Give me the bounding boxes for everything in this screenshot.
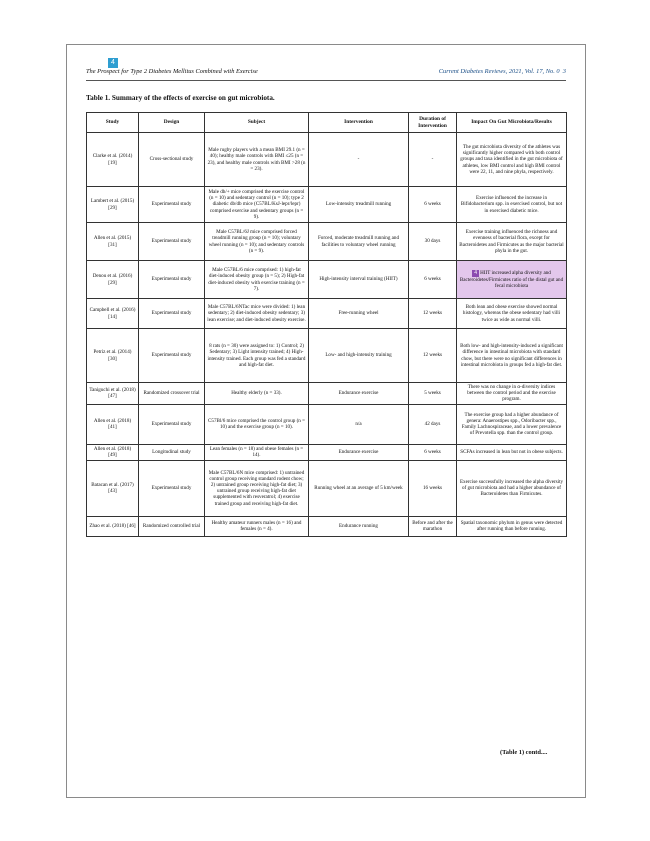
cell-impact [457,223,567,261]
cell-subject [205,187,309,223]
cell-text: Allen et al. (2018) [49] [93,445,132,459]
cell-impact [457,329,567,383]
cell-text: HIIT increased alpha diversity and Bacteroidetes/Firmicutes ratio of the distal gut and fecal microbiota [459,269,564,289]
cell-impact [457,133,567,187]
cell-text: Randomized crossover trial [143,390,200,397]
cell-text: Petriz et al. (2014) [30] [93,349,132,362]
cell-intervention [309,133,409,187]
cell-impact [457,460,567,516]
cell-duration [409,299,457,329]
cell-subject [205,383,309,405]
running-header-journal: Current Diabetes Reviews, 2021, Vol. 17, No. 0 3 [438,68,566,75]
table-body [87,133,567,537]
cell-text: Cross-sectional study [149,156,194,163]
cell-text: The gut microbiota diversity of the athletes was significantly higher compared with both control groups and taxa identified in the gut microbiota of athletes, low BMI control and high BMI control were 22, 11, and nine phyla, respectively. [460,143,563,175]
cell-text: Randomized controlled trial [142,523,201,529]
cell-intervention [309,223,409,261]
page-number: 3 [562,68,566,75]
cell-intervention [309,299,409,329]
column-header-design: Design [139,113,205,133]
cell-study [87,516,139,536]
cell-text: 12 weeks [422,310,443,317]
cell-text: 6 weeks [424,276,441,283]
cell-duration [409,261,457,299]
table-row [87,516,567,536]
cell-text: The exercise group had a higher abundance of genera: Anaerostipes spp., Odoribacter spp., Family Lachnospiraceae, and a lower prevalence of Prevotella spp. than the control group. [461,411,562,437]
cell-impact [457,516,567,536]
cell-study [87,383,139,405]
cell-text: Experimental study [151,201,192,208]
cell-duration [409,516,457,536]
cell-duration [409,404,457,444]
column-header-study: Study [87,113,139,133]
cell-design [139,133,205,187]
cell-study [87,404,139,444]
cell-text: Male db/+ mice comprised the exercise control (n = 10) and sedentary control (n = 10); type 2 diabetic db/db mice (C57BL/KsJ-lepr/lepr) comprised exercise and sedentary groups (n = 9). [208,188,305,220]
cell-intervention [309,329,409,383]
cell-text: Endurance exercise [338,449,379,455]
cell-text: Allen et al. (2018) [41] [93,417,132,431]
cell-subject [205,299,309,329]
table-row [87,383,567,405]
cell-text: 12 weeks [422,352,443,359]
cell-text: 30 days [424,238,441,245]
cell-duration [409,329,457,383]
table-row [87,404,567,444]
table-row [87,133,567,187]
cell-intervention [309,404,409,444]
cell-text: n/a [355,421,362,427]
cell-impact [457,187,567,223]
cell-text: Taniguchi et al. (2018) [47] [89,387,136,400]
cell-text: 6 weeks [424,201,441,208]
cell-text: Exercise influenced the increase in Bifidobacterium spp. in exercised control, but not in exercised diabetic mice. [460,195,563,214]
cell-text: 16 weeks [422,485,443,491]
cell-text: Before and after the marathon [412,519,453,533]
table-row [87,329,567,383]
summary-table [86,112,567,537]
cell-text: Male C57BL/6 mice comprised: 1) high-fat diet-induced obesity group (n = 5); 2) High-fat diet-induced obesity with exercise training (n = 7). [208,267,305,292]
cell-text: Lambert et al. (2015) [29] [90,198,135,211]
cell-text: C57Bl/6 mice comprised the control group (n = 10) and the exercise group (n = 10). [208,417,305,431]
cell-design [139,329,205,383]
cell-subject [205,133,309,187]
cell-subject [205,460,309,516]
cell-impact [457,299,567,329]
cell-subject [205,444,309,460]
cell-duration [409,383,457,405]
column-header-intervention: Intervention [309,113,409,133]
header-divider [86,80,566,81]
cell-intervention [309,444,409,460]
cell-text: Experimental study [151,421,192,427]
cell-intervention [309,383,409,405]
cell-text: Low-intensity treadmill running [325,201,392,208]
cell-text: 6 weeks [424,449,441,455]
table-row [87,261,567,299]
cell-duration [409,444,457,460]
cell-text: Male C57BL/6J mice comprised forced treadmill running group (n = 10); voluntary wheel running (n = 10); and sedentary controls (n = 9). [208,229,305,254]
column-header-impact: Impact On Gut Microbiota/Results [457,113,567,133]
cell-text: Endurance running [339,523,378,529]
cell-design [139,299,205,329]
cell-design [139,383,205,405]
cell-text: Spatial taxonomic phylum in genus were detected after running than before running. [460,519,563,533]
column-header-duration: Duration of Intervention [409,113,457,133]
cell-text: Lean females (n = 18) and obese females (n = 14). [209,445,304,459]
table-row [87,187,567,223]
cell-text: Campbell et al. (2016) [14] [89,307,136,320]
table-header-row [87,113,567,133]
cell-text: Free-running wheel [338,310,379,317]
cell-text: Male C57BL/6NTac mice were divided: 1) lean sedentary; 2) diet-induced obesity sedentary; 3) lean exercise; and diet-induced obesity exercise. [207,304,306,323]
table-row [87,223,567,261]
annotation-badge: 4 [472,270,479,277]
cell-impact [457,404,567,444]
cell-intervention [309,516,409,536]
cell-duration [409,223,457,261]
cell-study [87,460,139,516]
cell-study [87,261,139,299]
cell-text: 42 days [424,421,441,427]
running-header-title: The Prospect for Type 2 Diabetes Mellitus Combined with Exercise [86,68,258,75]
column-header-subject: Subject [205,113,309,133]
cell-duration [409,187,457,223]
cell-text: Experimental study [151,310,192,317]
cell-text: 8 rats (n = 30) were assigned to: 1) Control; 2) Sedentary; 3) Light intensity trained; 4) High-intensity trained. Each group was fed a standard and high-fat diet. [207,343,306,368]
cell-text: Healthy elderly (n = 33). [231,390,282,397]
cell-design [139,187,205,223]
cell-text: Experimental study [151,485,192,491]
cell-text: There was no change in α-diversity indices between the control period and the exercise program. [467,384,556,403]
running-header [86,66,566,78]
cell-study [87,329,139,383]
cell-text: Exercise training influenced the richness and evenness of bacterial flora, except for Bacteroidetes and Firmicutes as the major bacterial phyla in the gut. [459,229,564,254]
table-title: Table 1. Summary of the effects of exercise on gut microbiota. [86,94,275,102]
cell-text: High-intensity interval training (HIIT) [319,276,398,283]
cell-text: Male C57BL/6N mice comprised: 1) untrained control group receiving standard rodent chow; 2) untrained group receiving high-fat diet; 3) untrained group receiving high-fat diet supplemented with resveratrol; 4) exercise trained group and receiving high-fat diet. [208,469,305,507]
cell-subject [205,223,309,261]
cell-text: Allen et al. (2015) [31] [93,235,132,248]
cell-design [139,460,205,516]
cell-design [139,404,205,444]
cell-intervention [309,261,409,299]
cell-text: Running wheel at an average of 5 km/week [314,485,403,491]
cell-study [87,187,139,223]
table-continued-label: (Table 1) contd.... [500,749,548,756]
cell-subject [205,329,309,383]
cell-text: Clarke et al. (2014) [19] [92,153,133,166]
cell-design [139,223,205,261]
cell-text: 5 weeks [424,390,441,397]
cell-text: - [431,156,434,163]
annotation-badge: 4 [108,58,118,68]
cell-text: - [357,156,360,163]
cell-subject [205,516,309,536]
cell-text: Denou et al. (2016) [29] [92,273,133,286]
table-row [87,299,567,329]
cell-study [87,223,139,261]
cell-text: Experimental study [151,238,192,245]
cell-impact [457,444,567,460]
cell-text: Healthy amateur runners males (n = 16) and females (n = 4). [211,519,302,533]
cell-study [87,299,139,329]
cell-subject [205,404,309,444]
cell-text: Experimental study [151,352,192,359]
cell-design [139,261,205,299]
cell-text: Both low- and high-intensity-induced a significant difference in intestinal microbiota with standard chow, but there were no significant differences in intestinal microbiota in groups fed a high-fat diet. [460,343,563,368]
cell-text: Batacan et al. (2017) [43] [91,481,134,495]
cell-intervention [309,187,409,223]
cell-text: Exercise successfully increased the alpha diversity of gut microbiota and had a higher abundance of Bacteroidetes than Firmicutes. [459,478,564,498]
cell-text: Low- and high-intensity training [325,352,392,359]
cell-text: Forced, moderate treadmill running and facilities to voluntary wheel running [317,235,400,248]
cell-text: Zhao et al. (2018) [46] [89,523,136,529]
cell-design [139,444,205,460]
table-row [87,460,567,516]
cell-impact [457,383,567,405]
cell-intervention [309,460,409,516]
cell-study [87,444,139,460]
table-row [87,444,567,460]
cell-text: Experimental study [151,276,192,283]
cell-design [139,516,205,536]
cell-text: Male rugby players with a mean BMI 29.1 (n = 40); healthy male controls with BMI ≤25 (n = 23), and healthy male controls with BMI >28 (n = 23). [207,147,306,172]
cell-duration [409,460,457,516]
cell-study [87,133,139,187]
cell-impact [457,261,567,299]
cell-text: SCFAs increased in lean but not in obese subjects. [460,449,563,455]
cell-text: Endurance exercise [338,390,379,397]
cell-text: Longitudinal study [152,449,191,455]
cell-text: Both lean and obese exercise showed normal histology, whereas the obese sedentary had villi twice as wide as normal villi. [462,304,561,323]
cell-duration [409,133,457,187]
cell-subject [205,261,309,299]
